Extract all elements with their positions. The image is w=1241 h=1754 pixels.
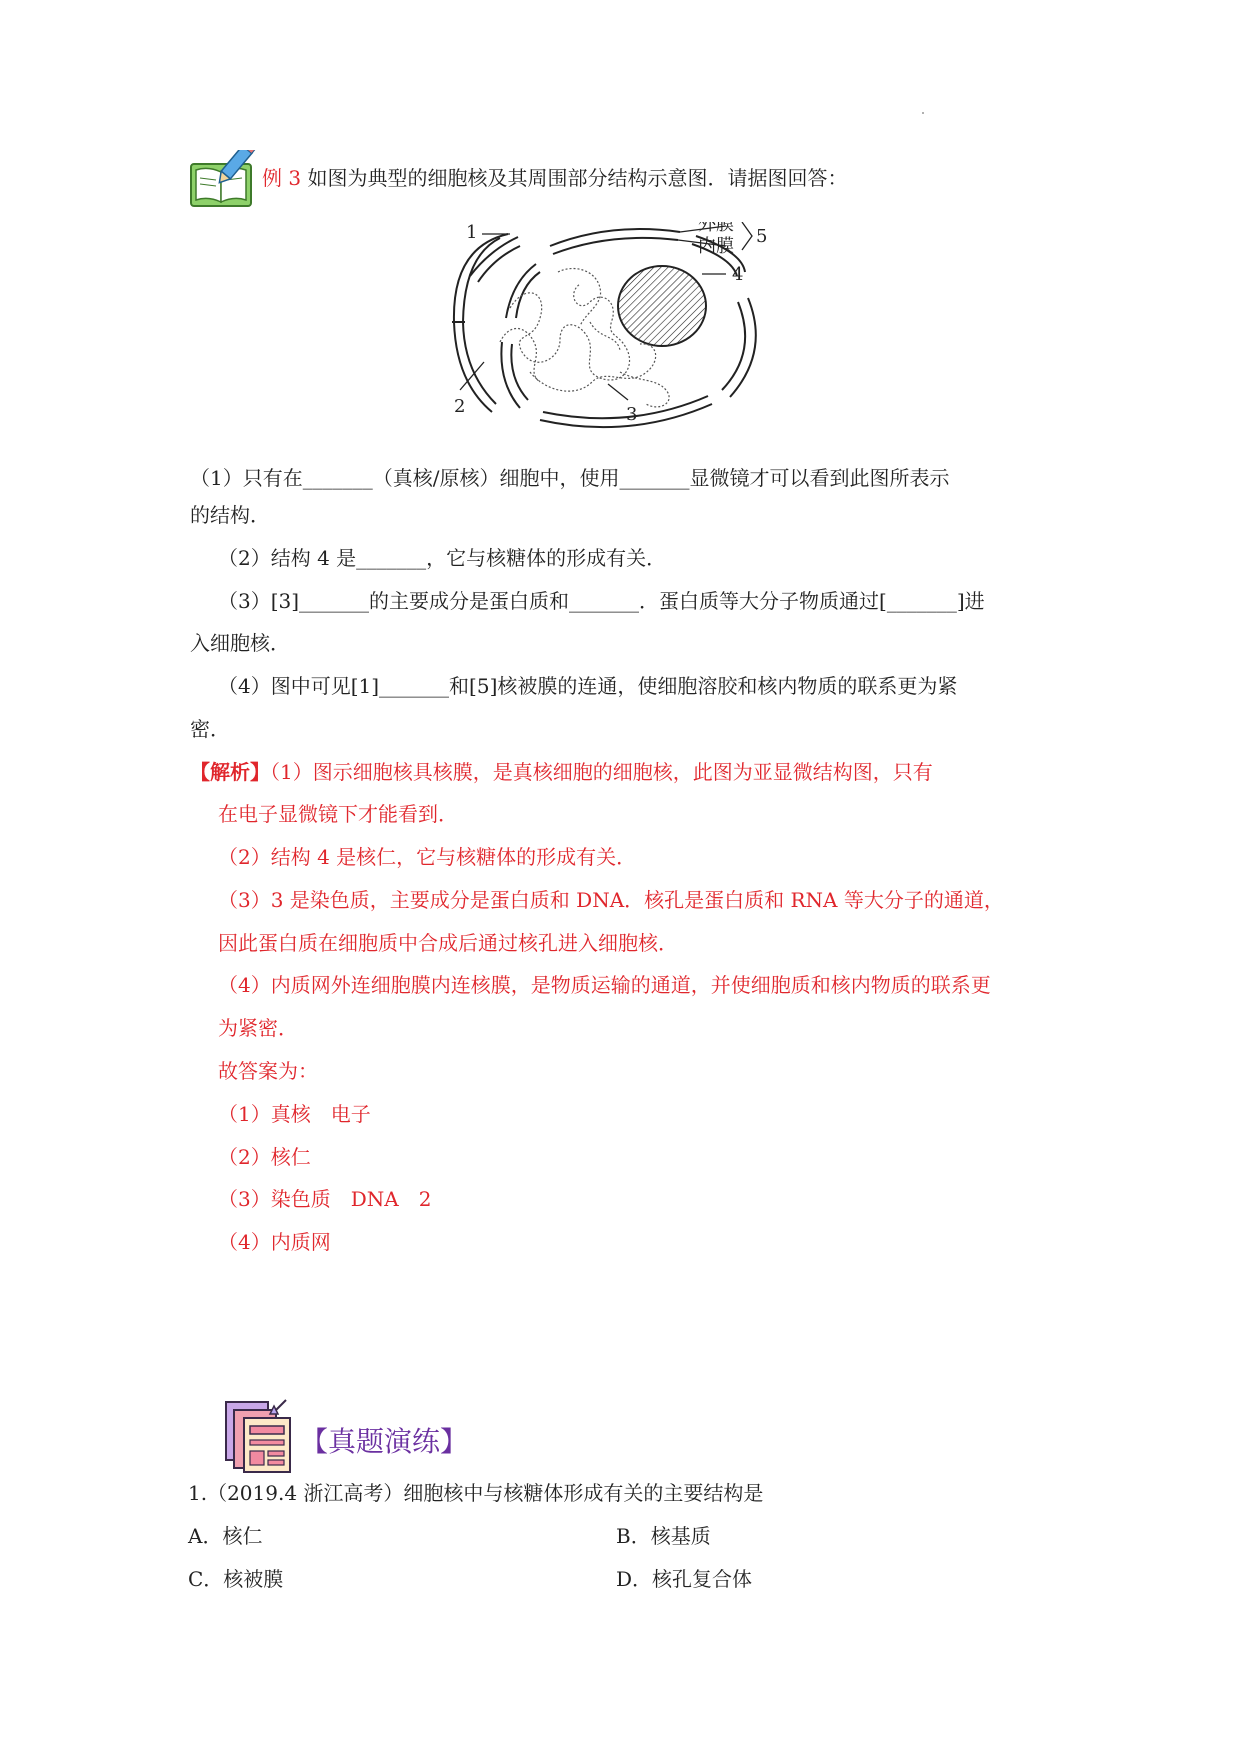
practice-question: 1.（2019.4 浙江高考）细胞核中与核糖体形成有关的主要结构是	[188, 1481, 764, 1505]
example-label: 例 3	[262, 166, 302, 190]
analysis-tag: 【解析】	[190, 760, 270, 784]
example-prompt: 如图为典型的细胞核及其周围部分结构示意图．请据图回答：	[307, 166, 848, 190]
nucleus-figure	[430, 222, 830, 454]
example-header	[262, 163, 847, 193]
analysis-2: （2）结构 4 是核仁，它与核糖体的形成有关．	[218, 845, 637, 869]
question-1-line-1: （1）只有在_______（真核/原核）细胞中，使用_______显微镜才可以看到此图所表示	[190, 466, 950, 490]
analysis-4-line-2: 为紧密．	[218, 1016, 298, 1040]
figure-label-2: 2	[454, 396, 466, 417]
figure-label-3: 3	[626, 404, 638, 425]
question-3-line-1: （3）[3]_______的主要成分是蛋白质和_______．蛋白质等大分子物质通过[_______]进	[218, 589, 985, 613]
figure-label-4: 4	[732, 264, 744, 285]
analysis-3-line-2: 因此蛋白质在细胞质中合成后通过核孔进入细胞核．	[218, 931, 678, 955]
question-3-line-2: 入细胞核．	[190, 631, 290, 655]
book-pencil-icon	[188, 150, 258, 210]
practice-title: 【真题演练】	[300, 1425, 469, 1458]
figure-label-5: 5	[756, 226, 768, 247]
page-mark	[922, 112, 924, 114]
question-2: （2）结构 4 是_______，它与核糖体的形成有关．	[218, 546, 667, 570]
answer-4: （4）内质网	[218, 1230, 331, 1254]
analysis-1-text: （1）图示细胞核具核膜，是真核细胞的细胞核，此图为亚显微结构图，只有	[270, 760, 933, 784]
answer-3: （3）染色质 DNA 2	[218, 1187, 432, 1211]
analysis-4-line-1: （4）内质网外连细胞膜内连核膜，是物质运输的通道，并使细胞质和核内物质的联系更	[218, 973, 991, 997]
option-b[interactable]: B．核基质	[616, 1524, 711, 1548]
answer-intro: 故答案为：	[218, 1059, 318, 1083]
question-4-line-1: （4）图中可见[1]_______和[5]核被膜的连通，使细胞溶胶和核内物质的联系更为紧	[218, 674, 958, 698]
option-a[interactable]: A．核仁	[188, 1524, 263, 1548]
answer-1: （1）真核 电子	[218, 1102, 371, 1126]
question-4-line-2: 密．	[190, 717, 230, 741]
figure-label-inner: 内膜	[698, 236, 734, 257]
answer-2: （2）核仁	[218, 1145, 311, 1169]
option-d[interactable]: D．核孔复合体	[616, 1567, 753, 1591]
figure-label-1: 1	[466, 222, 478, 243]
figure-label-outer: 外膜	[698, 222, 734, 235]
option-c[interactable]: C．核被膜	[188, 1567, 284, 1591]
analysis-3-line-1: （3）3 是染色质，主要成分是蛋白质和 DNA．核孔是蛋白质和 RNA 等大分子的通道，	[218, 888, 1004, 912]
analysis-1-line-2: 在电子显微镜下才能看到．	[218, 802, 458, 826]
analysis-1-line-1	[190, 757, 933, 787]
documents-icon	[222, 1396, 300, 1474]
question-1-line-2: 的结构．	[190, 503, 270, 527]
